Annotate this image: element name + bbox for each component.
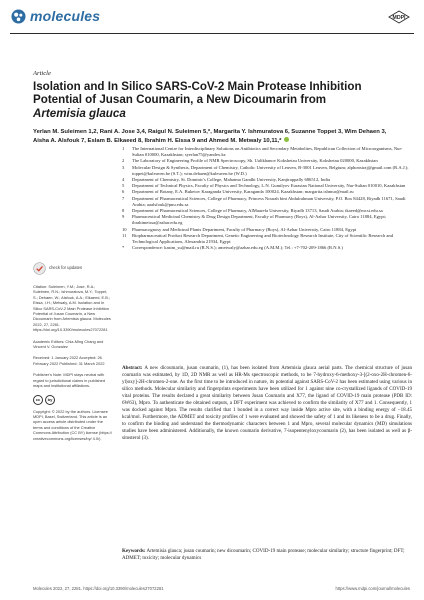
affiliation-item: 5 Department of Technical Physics, Faculty of Physics and Technology, L.N. Gumilyov Eurasian National University, Nur-Sultan 010010, Kazakhstan (122, 183, 406, 189)
academic-editors: Academic Editors: Chia-Ming Chang and Vincent V. Gonzalez (33, 338, 104, 350)
affiliation-item: 10 Pharmacognosy and Medicinal Plants Department, Faculty of Pharmacy (Boys), Al-Azhar University, Cairo 11884, Egypt (122, 226, 357, 232)
paper-title (33, 80, 403, 120)
orcid-icon[interactable] (284, 137, 289, 142)
keywords (122, 548, 412, 562)
cc-license-badge[interactable] (33, 395, 113, 405)
affiliation-item: 11 Biopharmaceutical Product Research Department, Genetic Engineering and Biotechnology Research Institute, City of Scientific Research and Technological Applications, Alexandria 21934, Egypt (122, 232, 393, 245)
abstract (122, 365, 412, 442)
affiliations (122, 146, 412, 251)
affiliation-item: 3 Molecular Design & Synthesis, Department of Chemistry, Catholic University of Leuven, B-3001 Leuven, Belgium; alphonsiraj@gmail.com (R.A.J.); toppet@kuleuven.be (S.T.); wim.dehaen@kuleuven.be (W.D.) (122, 164, 409, 176)
affiliation-item: 8 Department of Pharmaceutical Sciences, College of Pharmacy, AlMaarefa University, Riyadh 13713, Saudi Arabia; ikaeed@mcst.edu.sa (122, 208, 383, 214)
mdpi-logo-icon[interactable] (388, 10, 410, 24)
check-for-updates-badge[interactable] (33, 262, 113, 275)
article-sidebar (33, 262, 113, 447)
journal-link[interactable]: https://www.mdpi.com/journal/molecules (335, 586, 410, 591)
molecules-logo-icon (11, 9, 26, 24)
affiliation-item: 1 The International Centre for Interdisciplinary Solutions on Antibiotics and Secondary Metabolites, Republican Collection of Microorganisms, Nur-Sultan 010000, Kazakhstan; syerlan75@yandex.kz (122, 146, 403, 158)
header-divider (10, 33, 414, 34)
check-updates-icon (33, 262, 46, 275)
by-icon: by (45, 395, 55, 405)
title-species: Artemisia glauca (33, 106, 126, 120)
authors-text: Yerlan M. Suleimen 1,2, Rani A. Jose 3,4, Raigul N. Suleimen 5,*, Margarita Y. Ishmuratova 6, Suzanne Toppet 3, Wim Dehaen 3, Aisha A. Alsfouk 7, Eslam B. Elkaeed 8, Ibrahim H. Eissa 9 and Ahmed M. Metwaly 10,11,* (33, 129, 387, 144)
keywords-text: Artemisia glauca; jusan coumarin; new dicoumarin; COVID-19 main protease; molecular similarity; structure fingerprint; DFT; ADMET; toxicity; molecular dynamics (122, 548, 405, 561)
title-line: Potential of Jusan Coumarin, a New Dicoumarin from (33, 93, 327, 107)
affiliation-item: 7 Department of Pharmaceutical Sciences, College of Pharmacy, Princess Nourah bint Abdulrahman University, P.O. Box 84428, Riyadh 11671, Saudi Arabia; aaalsfouk@pnu.edu.sa (122, 195, 406, 207)
affiliation-item: 9 Pharmaceutical Medicinal Chemistry & Drug Design Department, Faculty of Pharmacy (Boys), Al-Azhar University, Cairo 11884, Egypt; ibrahimeissa@azhar.edu.eg (122, 214, 387, 226)
publication-dates: Received: 1 January 2022 Accepted: 26 February 2022 Published: 31 March 2022 (33, 355, 105, 366)
citation: Citation: Suleimen, Y.M.; Jose, R.A.; Suleimen, R.N.; Ishmuratova, M.Y.; Toppet, S.; Dehaen, W.; Alsfouk, A.A.; Elkaeed, E.B.; Eissa, I.H.; Metwaly, A.M. Isolation and In Silico SARS-CoV-2 Main Protease Inhibition Potential of Jusan Coumarin, a New Dicoumarin from Artemisia glauca. Molecules 2022, 27, 2281. https://doi.org/10.3390/molecules27072281 (33, 284, 111, 333)
copyright-notice: Copyright: © 2022 by the authors. Licensee MDPI, Basel, Switzerland. This article is an open access article distributed under the terms and conditions of the Creative Commons Attribution (CC BY) license (https:// creativecommons.org/licenses/by/ 4.0/). (33, 408, 112, 441)
keywords-label: Keywords: (122, 548, 146, 554)
mdpi-label: MDPI (392, 15, 406, 21)
cc-icon: cc (33, 395, 43, 405)
journal-name[interactable]: molecules (30, 8, 101, 24)
affiliation-item: 6 Department of Botany, E.A. Buketov Karaganda University, Karaganda 100024, Kazakhstan; margarita.ishmur@mail.ru (122, 189, 354, 195)
publisher-note: Publisher's Note: MDPI stays neutral with regard to jurisdictional claims in published maps and institutional affiliations. (33, 372, 106, 389)
affiliation-item: 2 The Laboratory of Engineering Profile of NMR Spectroscopy, Sh. Ualikhanov Kokshetau University, Kokshetau 020000, Kazakhstan (122, 158, 378, 164)
title-line: Isolation and In Silico SARS-CoV-2 Main Protease Inhibition (33, 80, 362, 93)
author-list (33, 128, 403, 145)
check-updates-label: check for updates (49, 265, 83, 271)
correspondence: * Correspondence: kasim_su@mail.ru (R.N.S.); ametwaly@azhar.edu.eg (A.M.M.); Tel.: +7-702-209-1866 (R.N.S.) (122, 245, 343, 251)
journal-header (0, 0, 424, 36)
abstract-label: Abstract: (122, 365, 143, 371)
affiliation-item: 4 Department of Chemistry, St. Dominic's College, Mahatma Gandhi University, Kanjirappally 686512, India (122, 177, 330, 183)
footer-citation[interactable]: Molecules 2022, 27, 2281. https://doi.org/10.3390/molecules27072281 (33, 586, 164, 591)
article-type: Article (33, 70, 51, 77)
abstract-text: A new dicoumarin, jusan coumarin, (1), has been isolated from Artemisia glauca aerial parts. The chemical structure of jusan coumarin was estimated, by 1D, 2D NMR as well as HR-Ms spectroscopic methods, to be 7-hydroxy-6-methoxy-3-[(2-oxo-2H-chromen-6-yl)oxy]-2H-chromen-2-one. As the first time to be introduced in nature, its potential against SARS-CoV-2 has been estimated using various in silico methods. Molecular similarity and fingerprints experiments have been utilized for 1 against nine co-crystallized ligands of COVID-19 vital proteins. The results declared a great similarity between Jusan Coumarin and X77, the ligand of COVID-19 main protease (PDB ID: 6W63), Mpro. To authenticate the obtained outputs, a DFT experiment was achieved to confirm the similarity of X77 and 1. Consequently, 1 was docked against Mpro. The results clarified that 1 bonded in a correct way inside Mpro active site, with a binding energy of −18.45 kcal/mol. Furthermore, the ADMET and toxicity profiles of 1 were evaluated and showed the safety of 1 and its likeness to be a drug. Finally, to confirm the binding and understand the thermodynamic characters between 1 and Mpro, several molecular dynamics (MD) simulations studies have been administered. Additionally, the known coumarin derivative, 7-isopentenyloxycoumarin (2), has been isolated as well as β-sitosterol (3). (122, 365, 413, 441)
